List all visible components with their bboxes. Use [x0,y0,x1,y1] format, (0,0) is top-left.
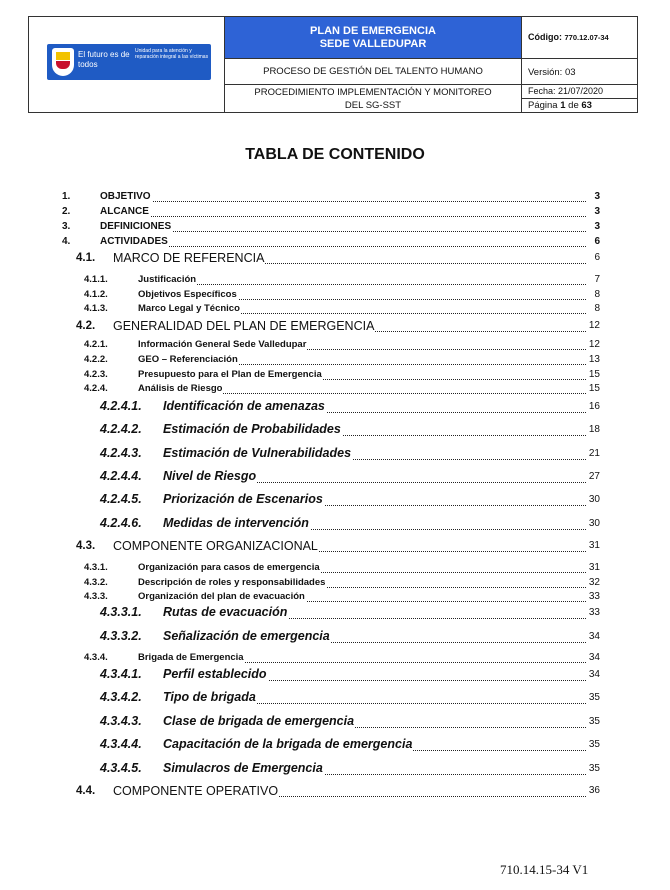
toc-entry-title: Simulacros de Emergencia [163,761,323,775]
toc-entry[interactable] [0,274,670,288]
toc-entry-title: ACTIVIDADES [100,236,168,247]
toc-entry-number: 4. [62,236,71,247]
toc-entry-page: 35 [588,716,600,727]
pagina-de: de [568,100,579,111]
toc-entry[interactable] [0,422,670,439]
toc-entry-number: 4.3.3.1. [100,605,142,619]
toc-entry[interactable] [0,339,670,353]
toc-entry-title: Estimación de Vulnerabilidades [163,446,352,460]
header-title-cell [225,17,522,59]
toc-entry-title: Capacitación de la brigada de emergencia [163,737,413,751]
toc-entry-page: 30 [588,494,600,505]
toc-entry-title: Medidas de intervención [163,516,309,530]
toc-entry-number: 4.3.3. [84,591,108,602]
toc-entry-page: 31 [588,540,600,551]
toc-entry[interactable] [0,369,670,383]
toc-entry-page: 7 [594,274,600,285]
toc-entry-number: 4.3.4. [84,652,108,663]
toc-entry[interactable] [0,539,670,555]
toc-entry-page: 34 [588,669,600,680]
toc-entry[interactable] [0,784,670,800]
toc-dot-leader [100,246,586,247]
toc-entry-number: 4.1.2. [84,289,108,300]
toc-entry-title: Análisis de Riesgo [138,383,223,394]
document-header [28,16,638,113]
toc-entry-title: Tipo de brigada [163,690,256,704]
toc-entry-title: Presupuesto para el Plan de Emergencia [138,369,322,380]
toc-entry-title: Estimación de Probabilidades [163,422,341,436]
pagina-number: 1 [560,100,566,111]
toc-entry-title: Justificación [138,274,197,285]
toc-entry-title: Rutas de evacuación [163,605,288,619]
toc-entry-title: GENERALIDAD DEL PLAN DE EMERGENCIA [113,319,375,333]
toc-entry-page: 13 [588,354,600,365]
logo-cell [29,17,225,113]
toc-entry-page: 3 [594,221,600,232]
toc-entry[interactable] [0,319,670,335]
toc-entry[interactable] [0,577,670,591]
toc-entry-title: Marco Legal y Técnico [138,303,240,314]
toc-entry-number: 4.3. [76,540,96,552]
toc-entry-title: GEO – Referenciación [138,354,238,365]
header-title-line2: SEDE VALLEDUPAR [319,38,427,50]
toc-entry-title: ALCANCE [100,206,149,217]
toc-entry[interactable] [0,383,670,397]
toc-entry[interactable] [0,591,670,605]
toc-entry[interactable] [0,251,670,267]
toc-entry-number: 4.3.4.1. [100,667,142,681]
toc-entry-title: Organización del plan de evacuación [138,591,305,602]
toc-entry[interactable] [0,354,670,368]
toc-entry-number: 4.2.4.3. [100,446,142,460]
toc-entry-page: 35 [588,763,600,774]
logo-entity-name: Unidad para la atención y reparación integral a las víctimas [135,48,209,61]
toc-entry-page: 8 [594,289,600,300]
codigo-cell [522,17,638,59]
toc-entry-number: 4.3.4.3. [100,714,142,728]
toc-entry-page: 36 [588,785,600,796]
toc-entry-number: 4.3.1. [84,562,108,573]
toc-entry-page: 32 [588,577,600,588]
toc-entry-page: 35 [588,739,600,750]
toc-entry-number: 4.2.4.1. [100,399,142,413]
document-footer-code: 710.14.15-34 V1 [500,862,589,877]
toc-entry-number: 4.2.4. [84,383,108,394]
toc-entry[interactable] [0,516,670,533]
toc-entry-number: 4.2. [76,320,96,332]
toc-entry-title: Identificación de amenazas [163,399,325,413]
toc-entry[interactable] [0,667,670,684]
toc-entry[interactable] [0,690,670,707]
codigo-label: Código: [528,32,562,42]
toc-entry-title: Objetivos Específicos [138,289,237,300]
toc-entry-title: Descripción de roles y responsabilidades [138,577,326,588]
toc-entry-title: Nivel de Riesgo [163,469,257,483]
toc-dot-leader [100,216,586,217]
toc-entry[interactable] [0,737,670,754]
toc-entry-page: 34 [588,631,600,642]
toc-entry[interactable] [0,605,670,622]
toc-entry-title: MARCO DE REFERENCIA [113,251,265,265]
toc-entry-page: 27 [588,471,600,482]
toc-entry-number: 2. [62,206,71,217]
toc-entry[interactable] [0,221,670,235]
toc-entry-page: 8 [594,303,600,314]
toc-dot-leader [100,201,586,202]
toc-entry[interactable] [0,714,670,731]
toc-entry-number: 1. [62,191,71,202]
toc-entry[interactable] [0,206,670,220]
toc-entry-number: 4.2.1. [84,339,108,350]
toc-entry-page: 3 [594,206,600,217]
codigo-value: 770.12.07-34 [564,33,609,42]
institution-logo [47,44,211,80]
toc-entry[interactable] [0,469,670,486]
toc-entry-number: 4.1.3. [84,303,108,314]
toc-entry-page: 31 [588,562,600,573]
coat-of-arms-icon [52,48,74,76]
toc-entry-title: Priorización de Escenarios [163,492,323,506]
toc-entry-page: 16 [588,401,600,412]
page-title: TABLA DE CONTENIDO [245,146,425,163]
procedure-name-cell [225,85,522,113]
pagina-label: Página [528,100,558,111]
toc-entry-number: 4.2.4.6. [100,516,142,530]
toc-entry[interactable] [0,289,670,303]
toc-entry-number: 4.1.1. [84,274,108,285]
toc-entry-page: 30 [588,518,600,529]
toc-entry[interactable] [0,652,670,666]
toc-entry-page: 33 [588,591,600,602]
toc-entry-title: Información General Sede Valledupar [138,339,307,350]
toc-entry[interactable] [0,629,670,646]
fecha: Fecha: 21/07/2020 [522,85,638,99]
toc-entry-title: DEFINICIONES [100,221,172,232]
toc-entry[interactable] [0,236,670,250]
toc-entry-page: 15 [588,369,600,380]
toc-entry-title: OBJETIVO [100,191,151,202]
toc-entry-page: 18 [588,424,600,435]
procedure-line1: PROCEDIMIENTO IMPLEMENTACIÓN Y MONITOREO [254,87,492,98]
toc-dot-leader [138,284,586,285]
pagina-total: 63 [581,100,592,111]
toc-entry-number: 4.3.4.5. [100,761,142,775]
version: Versión: 03 [522,59,638,85]
toc-entry-title: COMPONENTE ORGANIZACIONAL [113,539,318,553]
toc-entry[interactable] [0,399,670,416]
toc-entry-number: 4.2.2. [84,354,108,365]
toc-entry-page: 15 [588,383,600,394]
toc-entry[interactable] [0,562,670,576]
toc-entry-page: 21 [588,448,600,459]
toc-entry-number: 4.2.3. [84,369,108,380]
toc-entry-title: Clase de brigada de emergencia [163,714,355,728]
toc-entry-number: 4.2.4.4. [100,469,142,483]
pagina-cell [522,99,638,113]
toc-entry-page: 35 [588,692,600,703]
toc-entry-number: 4.2.4.5. [100,492,142,506]
toc-entry-page: 6 [594,252,600,263]
toc-entry-title: Organización para casos de emergencia [138,562,320,573]
toc-entry-number: 4.1. [76,252,96,264]
toc-entry-number: 3. [62,221,71,232]
toc-entry-title: Perfil establecido [163,667,267,681]
toc-entry-page: 12 [588,320,600,331]
toc-entry[interactable] [0,303,670,317]
toc-entry-page: 34 [588,652,600,663]
toc-entry-page: 6 [594,236,600,247]
toc-entry-number: 4.3.4.2. [100,690,142,704]
toc-entry-number: 4.2.4.2. [100,422,142,436]
logo-slogan: El futuro es de todos [78,50,130,69]
toc-dot-leader [100,231,586,232]
toc-entry-title: COMPONENTE OPERATIVO [113,784,279,798]
toc-entry[interactable] [0,761,670,778]
process-name: PROCESO DE GESTIÓN DEL TALENTO HUMANO [225,59,522,85]
toc-entry[interactable] [0,446,670,463]
toc-entry-number: 4.3.2. [84,577,108,588]
toc-entry-title: Señalización de emergencia [163,629,330,643]
toc-entry-page: 12 [588,339,600,350]
toc-entry-page: 3 [594,191,600,202]
toc-entry[interactable] [0,492,670,509]
procedure-line2: DEL SG-SST [344,100,402,111]
toc-entry-number: 4.3.4.4. [100,737,142,751]
header-title-line1: PLAN DE EMERGENCIA [310,25,436,37]
toc-entry-title: Brigada de Emergencia [138,652,244,663]
toc-entry[interactable] [0,191,670,205]
toc-entry-page: 33 [588,607,600,618]
toc-entry-number: 4.4. [76,785,96,797]
toc-entry-number: 4.3.3.2. [100,629,142,643]
